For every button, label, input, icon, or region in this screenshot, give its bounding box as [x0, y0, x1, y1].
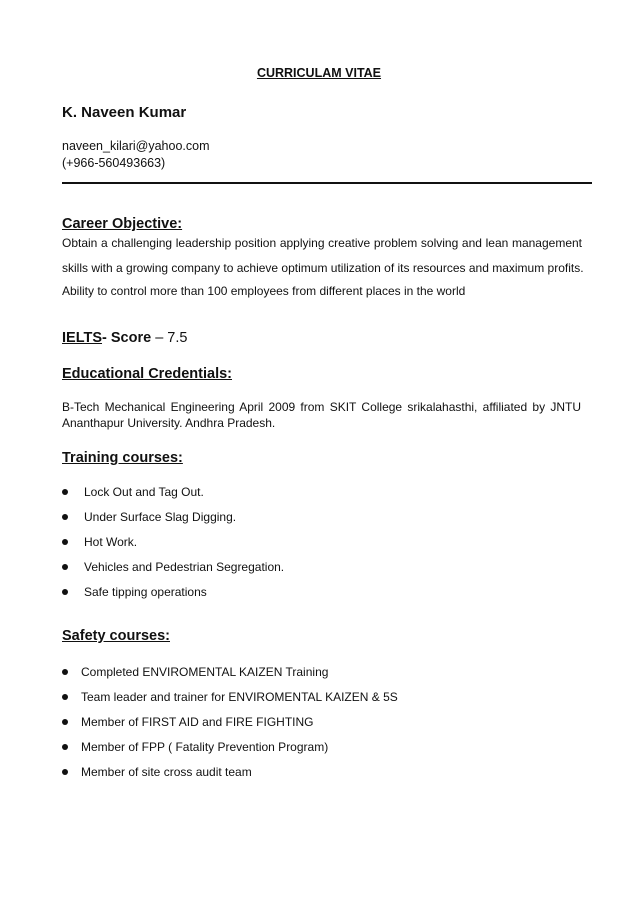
- ielts-score-value: – 7.5: [151, 330, 188, 346]
- bullet-icon: [62, 669, 68, 675]
- training-heading: Training courses:: [62, 450, 183, 466]
- bullet-icon: [62, 539, 68, 545]
- safety-item: [62, 715, 314, 729]
- bullet-icon: [62, 719, 68, 725]
- training-item-text: Lock Out and Tag Out.: [84, 485, 204, 499]
- ielts-label: IELTS: [62, 330, 103, 346]
- bullet-icon: [62, 744, 68, 750]
- safety-item: [62, 665, 328, 679]
- safety-item-text: Completed ENVIROMENTAL KAIZEN Training: [81, 665, 329, 679]
- ielts-score: [62, 330, 187, 346]
- bullet-icon: [62, 514, 68, 520]
- training-item-text: Safe tipping operations: [84, 585, 207, 599]
- career-objective-heading: Career Objective:: [62, 216, 183, 232]
- safety-item: [62, 765, 252, 779]
- phone-text: (+966-560493663): [62, 156, 166, 170]
- safety-item: [62, 740, 328, 754]
- career-line-2: skills with a growing company to achieve optimum utilization of its resources and maximum profits.: [62, 261, 584, 275]
- training-item: [62, 535, 137, 549]
- bullet-icon: [62, 564, 68, 570]
- bullet-icon: [62, 769, 68, 775]
- career-line-1: Obtain a challenging leadership position applying creative problem solving and lean management: [62, 236, 582, 250]
- safety-item-text: Team leader and trainer for ENVIROMENTAL KAIZEN & 5S: [81, 690, 398, 704]
- email-text: naveen_kilari@yahoo.com: [62, 139, 210, 153]
- safety-item-text: Member of FIRST AID and FIRE FIGHTING: [81, 715, 314, 729]
- career-line-3: Ability to control more than 100 employees from different places in the world: [62, 284, 466, 298]
- bullet-icon: [62, 694, 68, 700]
- education-line-2: Ananthapur University. Andhra Pradesh.: [62, 416, 276, 430]
- education-heading: Educational Credentials:: [62, 366, 233, 382]
- training-item-text: Hot Work.: [84, 535, 138, 549]
- safety-item-text: Member of site cross audit team: [81, 765, 252, 779]
- training-item-text: Vehicles and Pedestrian Segregation.: [84, 560, 285, 574]
- document-title: CURRICULAM VITAE: [256, 66, 382, 80]
- training-item-text: Under Surface Slag Digging.: [84, 510, 237, 524]
- header-divider: [62, 182, 592, 184]
- training-item: [62, 485, 204, 499]
- training-item: [62, 585, 207, 599]
- education-line-1: B-Tech Mechanical Engineering April 2009 from SKIT College srikalahasthi, affiliated by JNTU: [62, 400, 581, 414]
- safety-item: [62, 690, 398, 704]
- safety-item-text: Member of FPP ( Fatality Prevention Program): [81, 740, 329, 754]
- safety-heading: Safety courses:: [62, 628, 170, 644]
- training-item: [62, 560, 284, 574]
- candidate-name: K. Naveen Kumar: [62, 104, 187, 121]
- bullet-icon: [62, 589, 68, 595]
- training-item: [62, 510, 236, 524]
- ielts-score-label: - Score: [102, 330, 152, 346]
- bullet-icon: [62, 489, 68, 495]
